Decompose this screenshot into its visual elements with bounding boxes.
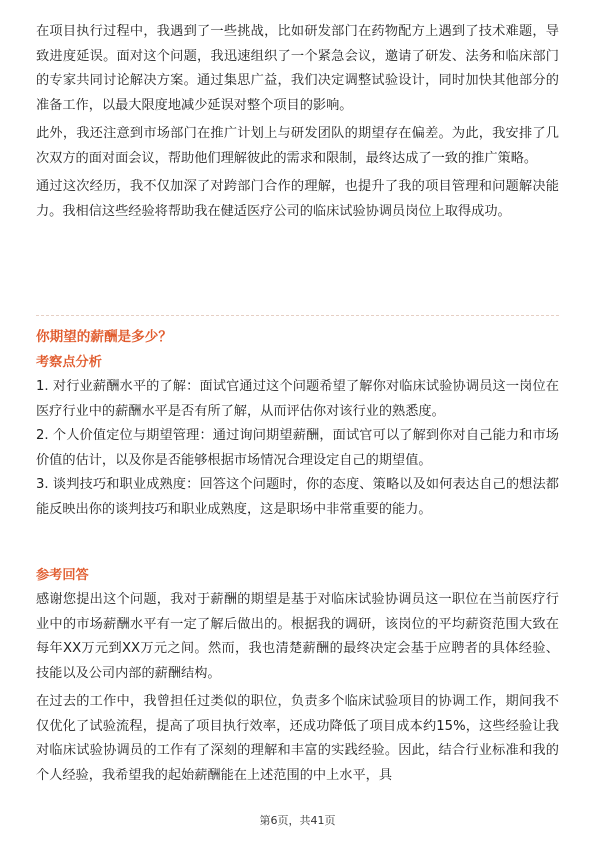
answer-label: 参考回答	[36, 568, 89, 583]
question-heading: 你期望的薪酬是多少？	[36, 329, 172, 345]
analysis-point-2: 2. 个人价值定位与期望管理：通过询问期望薪酬，面试官可以了解到你对自己能力和市场价值的估计，以及你是否能够根据市场情况合理设定自己的期望值。	[36, 428, 559, 468]
intro-paragraph-2: 此外，我还注意到市场部门在推广计划上与研发团队的期望存在偏差。为此，我安排了几次双方的面对面会议，帮助他们理解彼此的需求和限制，最终达成了一致的推广策略。	[36, 126, 559, 166]
answer-section	[36, 565, 559, 788]
analysis-point-3: 3. 谈判技巧和职业成熟度：回答这个问题时，你的态度、策略以及如何表达自己的想法都能反映出你的谈判技巧和职业成熟度，这是职场中非常重要的能力。	[36, 477, 559, 517]
page-footer	[0, 813, 595, 829]
answer-paragraph-2: 在过去的工作中，我曾担任过类似的职位，负责多个临床试验项目的协调工作，期间我不仅优化了试验流程，提高了项目执行效率，还成功降低了项目成本约15%，这些经验让我对临床试验协调员的工作有了深刻的理解和丰富的实践经验。因此，结合行业标准和我的个人经验，我希望我的起始薪酬能在上述范围的中上水平，具	[36, 694, 559, 783]
intro-paragraph-3: 通过这次经历，我不仅加深了对跨部门合作的理解，也提升了我的项目管理和问题解决能力。我相信这些经验将帮助我在健适医疗公司的临床试验协调员岗位上取得成功。	[36, 179, 559, 219]
intro-paragraph-1: 在项目执行过程中，我遇到了一些挑战，比如研发部门在药物配方上遇到了技术难题，导致进度延误。面对这个问题，我迅速组织了一个紧急会议，邀请了研发、法务和临床部门的专家共同讨论解决方案。通过集思广益，我们决定调整试验设计，同时加快其他部分的准备工作，以最大限度地减少延误对整个项目的影响。	[36, 24, 559, 113]
analysis-point-1: 1. 对行业薪酬水平的了解：面试官通过这个问题希望了解你对临床试验协调员这一岗位在医疗行业中的薪酬水平是否有所了解，从而评估你对该行业的熟悉度。	[36, 379, 559, 419]
analysis-label: 考察点分析	[36, 355, 102, 370]
page-number: 第6页，共41页	[259, 814, 336, 827]
intro-section	[36, 20, 559, 224]
answer-paragraph-1: 感谢您提出这个问题，我对于薪酬的期望是基于对临床试验协调员这一职位在当前医疗行业中的市场薪酬水平有一定了解后做出的。根据我的调研，该岗位的平均薪资范围大致在每年XX万元到XX万元之间。然而，我也清楚薪酬的最终决定会基于应聘者的具体经验、技能以及公司内部的薪酬结构。	[36, 592, 559, 681]
analysis-section	[36, 352, 559, 522]
section-divider	[36, 315, 559, 316]
